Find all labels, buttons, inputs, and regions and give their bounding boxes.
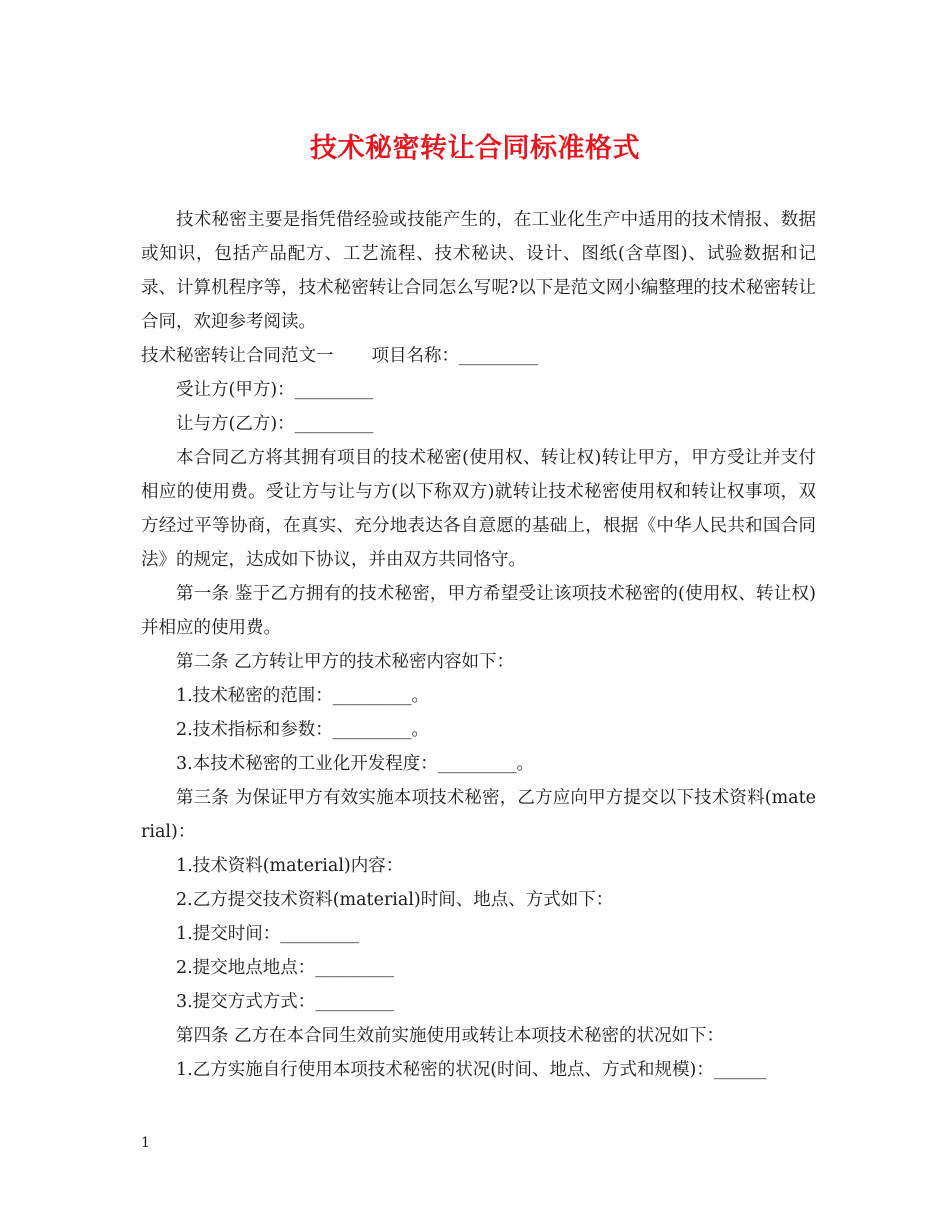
document-title: 技术秘密转让合同标准格式: [310, 133, 640, 164]
article-4: 第四条 乙方在本合同生效前实施使用或转让本项技术秘密的状况如下：: [176, 1026, 725, 1046]
article-3-item-1: 1.技术资料(material)内容：: [176, 856, 404, 876]
submit-method-line: 3.提交方式方式：_________: [176, 992, 394, 1012]
document-body: [141, 203, 816, 1087]
page-number: 1: [141, 1135, 150, 1151]
project-name-field: 项目名称：_________: [371, 346, 538, 366]
submit-time-line: 1.提交时间：_________: [176, 924, 359, 944]
article-2-item-3: 3.本技术秘密的工业化开发程度：_________。: [176, 754, 534, 774]
party-a-line: 受让方(甲方)：_________: [176, 380, 374, 400]
sample-heading: 技术秘密转让合同范文一: [141, 346, 334, 366]
preamble-paragraph: 本合同乙方将其拥有项目的技术秘密(使用权、转让权)转让甲方，甲方受让并支付相应的使用费。受让方与让与方(以下称双方)就转让技术秘密使用权和转让权事项，双方经过平等协商，在真实、充分地表达各自意愿的基础上，根据《中华人民共和国合同法》的规定，达成如下协议，并由双方共同恪守。: [141, 448, 816, 570]
article-4-item-1: 1.乙方实施自行使用本项技术秘密的状况(时间、地点、方式和规模)：______: [176, 1060, 767, 1080]
party-b-line: 让与方(乙方)：_________: [176, 414, 374, 434]
article-3: 第三条 为保证甲方有效实施本项技术秘密，乙方应向甲方提交以下技术资料(material)：: [141, 788, 816, 842]
intro-paragraph: 技术秘密主要是指凭借经验或技能产生的，在工业化生产中适用的技术情报、数据或知识，包括产品配方、工艺流程、技术秘诀、设计、图纸(含草图)、试验数据和记录、计算机程序等，技术秘密转让合同怎么写呢?以下是范文网小编整理的技术秘密转让合同，欢迎参考阅读。: [141, 210, 816, 332]
article-2-item-2: 2.技术指标和参数：_________。: [176, 720, 429, 740]
article-1: 第一条 鉴于乙方拥有的技术秘密，甲方希望受让该项技术秘密的(使用权、转让权)并相应的使用费。: [141, 584, 816, 638]
article-3-item-2: 2.乙方提交技术资料(material)时间、地点、方式如下：: [176, 890, 614, 910]
article-2-item-1: 1.技术秘密的范围：_________。: [176, 686, 429, 706]
sample-heading-line: [141, 339, 816, 373]
submit-place-line: 2.提交地点地点：_________: [176, 958, 394, 978]
article-2: 第二条 乙方转让甲方的技术秘密内容如下：: [176, 652, 515, 672]
